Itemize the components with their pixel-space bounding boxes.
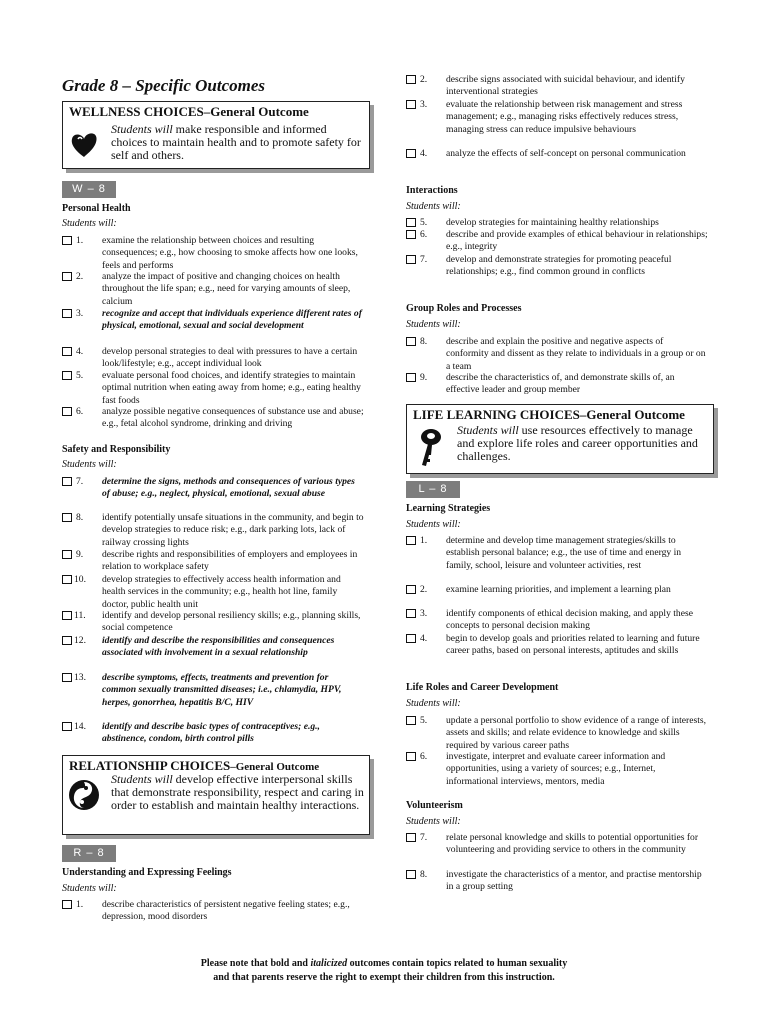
relationship-header: RELATIONSHIP CHOICES–General Outcome bbox=[69, 758, 320, 773]
checkbox[interactable] bbox=[62, 407, 72, 416]
footer-line-1: Please note that bold and italicized outcomes contain topics related to human sexuality bbox=[200, 958, 568, 969]
checkbox[interactable] bbox=[62, 673, 72, 682]
checkbox[interactable] bbox=[62, 347, 72, 356]
checkbox[interactable] bbox=[406, 752, 416, 761]
page-title: Grade 8 – Specific Outcomes bbox=[62, 76, 266, 95]
checkbox[interactable] bbox=[406, 255, 416, 264]
students-will-label: Students will: bbox=[406, 519, 461, 530]
students-will-label: Students will: bbox=[406, 698, 461, 709]
checkbox[interactable] bbox=[406, 230, 416, 239]
section-feelings: Understanding and Expressing Feelings bbox=[62, 867, 232, 878]
students-will-label: Students will: bbox=[62, 459, 117, 470]
checkbox[interactable] bbox=[62, 550, 72, 559]
checkbox[interactable] bbox=[62, 611, 72, 620]
students-will-label: Students will: bbox=[406, 319, 461, 330]
yin-yang-icon bbox=[67, 778, 101, 817]
checkbox[interactable] bbox=[406, 609, 416, 618]
checkbox[interactable] bbox=[406, 716, 416, 725]
life-learning-header: LIFE LEARNING CHOICES–General Outcome bbox=[413, 407, 685, 422]
checkbox[interactable] bbox=[406, 870, 416, 879]
students-will-label: Students will: bbox=[62, 883, 117, 894]
relationship-text: Students will develop effective interpersonal skills that demonstrate responsibility, respect and caring in order to establish and maintain healthy interactions. bbox=[111, 772, 364, 812]
checkbox[interactable] bbox=[406, 337, 416, 346]
checkbox[interactable] bbox=[406, 218, 416, 227]
relationship-outcome-box bbox=[62, 755, 370, 835]
checkbox[interactable] bbox=[62, 513, 72, 522]
checkbox[interactable] bbox=[62, 575, 72, 584]
checkbox[interactable] bbox=[406, 149, 416, 158]
footer-note bbox=[0, 957, 768, 985]
wellness-outcome-box bbox=[62, 101, 370, 169]
wellness-text: Students will make responsible and informed choices to maintain health and to promote safety for self and others. bbox=[111, 122, 361, 162]
checkbox[interactable] bbox=[62, 900, 72, 909]
section-volunteerism: Volunteerism bbox=[406, 800, 463, 811]
checkbox[interactable] bbox=[62, 477, 72, 486]
students-will-label: Students will: bbox=[406, 201, 461, 212]
checkbox[interactable] bbox=[62, 636, 72, 645]
section-learning-strategies: Learning Strategies bbox=[406, 503, 491, 514]
section-interactions: Interactions bbox=[406, 185, 458, 196]
section-safety: Safety and Responsibility bbox=[62, 444, 171, 455]
checkbox[interactable] bbox=[406, 585, 416, 594]
footer-line-2: and that parents reserve the right to exempt their children from this instruction. bbox=[213, 972, 555, 983]
checkbox[interactable] bbox=[406, 833, 416, 842]
checkbox[interactable] bbox=[62, 309, 72, 318]
checkbox[interactable] bbox=[406, 536, 416, 545]
students-will-label: Students will: bbox=[62, 218, 117, 229]
section-personal-health: Personal Health bbox=[62, 203, 131, 214]
checkbox[interactable] bbox=[62, 371, 72, 380]
wellness-tag: W – 8 bbox=[62, 181, 116, 198]
section-life-roles: Life Roles and Career Development bbox=[406, 682, 559, 693]
life-learning-outcome-box bbox=[406, 404, 714, 474]
life-learning-tag: L – 8 bbox=[406, 481, 460, 498]
checkbox[interactable] bbox=[406, 373, 416, 382]
checkbox[interactable] bbox=[62, 272, 72, 281]
checkbox[interactable] bbox=[406, 75, 416, 84]
checkbox[interactable] bbox=[406, 634, 416, 643]
checkbox[interactable] bbox=[62, 722, 72, 731]
key-icon bbox=[415, 427, 445, 474]
wellness-header: WELLNESS CHOICES–General Outcome bbox=[69, 104, 309, 119]
students-will-label: Students will: bbox=[406, 816, 461, 827]
life-learning-text: Students will use resources effectively to manage and explore life roles and career opportunities and challenges. bbox=[457, 423, 698, 463]
heart-icon bbox=[69, 130, 99, 165]
section-group-roles: Group Roles and Processes bbox=[406, 303, 522, 314]
checkbox[interactable] bbox=[62, 236, 72, 245]
relationship-tag: R – 8 bbox=[62, 845, 116, 862]
checkbox[interactable] bbox=[406, 100, 416, 109]
